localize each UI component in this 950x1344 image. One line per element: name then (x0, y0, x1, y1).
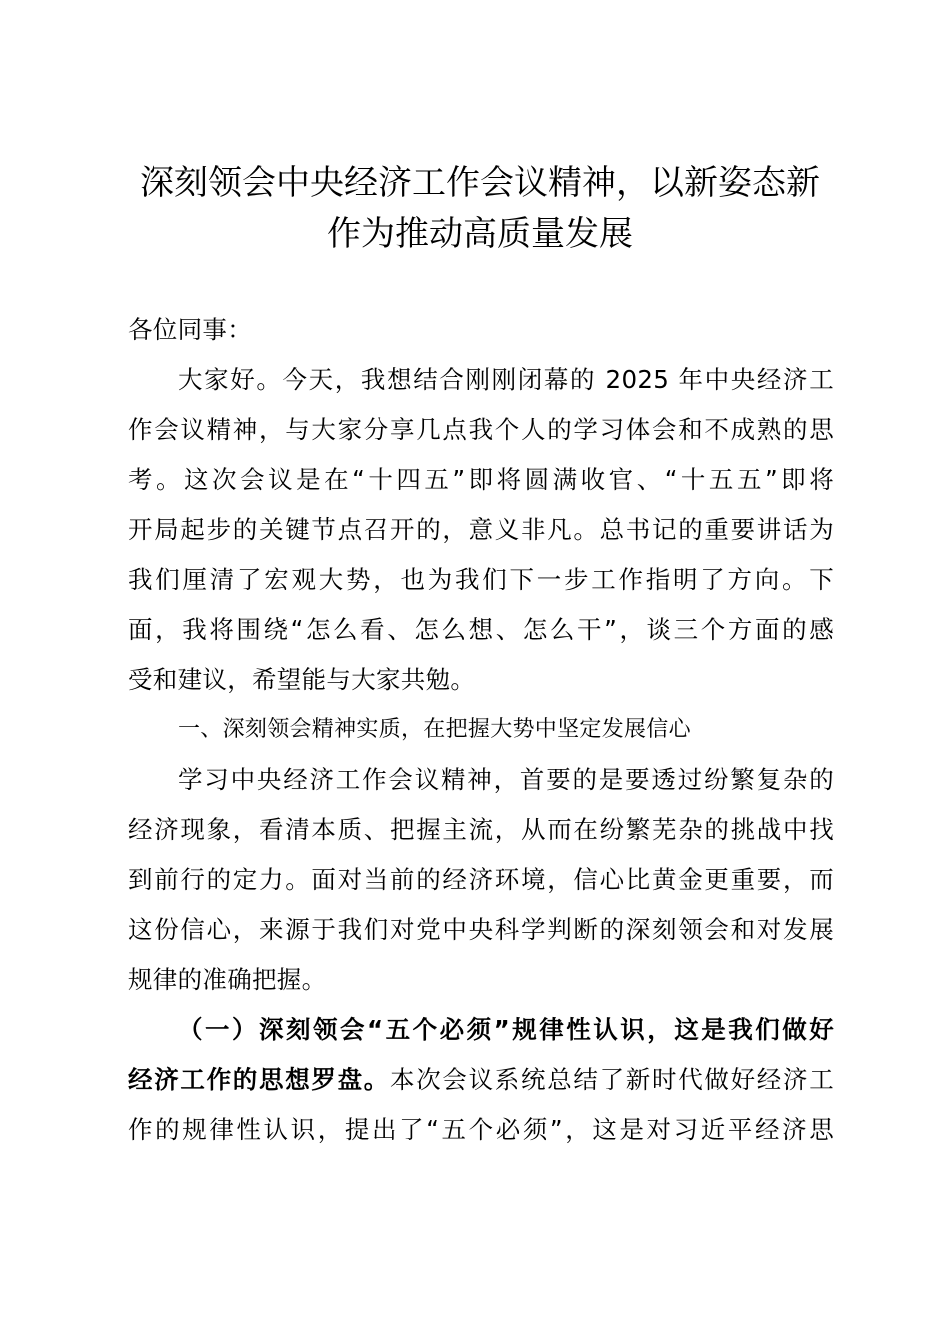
paragraph-text: 本次会议系统总结了新时代做好经济工 (390, 1065, 834, 1094)
paragraph-intro (128, 355, 834, 705)
paragraph-line: 作的规律性认识，提出了“五个必须”，这是对习近平经济思 (128, 1115, 834, 1144)
paragraph-subsection1 (128, 1005, 834, 1155)
paragraph-line (128, 1055, 834, 1105)
document-body (128, 305, 834, 1155)
paragraph-line: 到前行的定力。面对当前的经济环境，信心比黄金更重要，而 (128, 865, 834, 894)
paragraph-line: 这份信心，来源于我们对党中央科学判断的深刻领会和对发展 (128, 915, 834, 944)
title-line: 作为推动高质量发展 (327, 214, 633, 254)
section-heading-1: 一、深刻领会精神实质，在把握大势中坚定发展信心 (178, 717, 691, 742)
paragraph-line: 受和建议，希望能与大家共勉。 (128, 665, 476, 694)
paragraph-line: 我们厘清了宏观大势，也为我们下一步工作指明了方向。下 (128, 565, 834, 594)
paragraph-line: 经济现象，看清本质、把握主流，从而在纷繁芜杂的挑战中找 (128, 815, 834, 844)
paragraph-line: 作会议精神，与大家分享几点我个人的学习体会和不成熟的思 (128, 415, 834, 444)
document-title (110, 158, 850, 260)
paragraph-line: 学习中央经济工作会议精神，首要的是要透过纷繁复杂的 (178, 765, 834, 794)
salutation: 各位同事： (128, 315, 252, 344)
paragraph-line: 考。这次会议是在“十四五”即将圆满收官、“十五五”即将 (128, 465, 834, 494)
paragraph-line: 开局起步的关键节点召开的，意义非凡。总书记的重要讲话为 (128, 515, 834, 544)
subsection-heading: （一）深刻领会“五个必须”规律性认识，这是我们做好 (178, 1015, 834, 1044)
subsection-heading-cont: 经济工作的思想罗盘。 (128, 1065, 390, 1094)
title-line: 深刻领会中央经济工作会议精神，以新姿态新 (140, 163, 820, 203)
paragraph-line: 规律的准确把握。 (128, 965, 327, 994)
paragraph-section1 (128, 755, 834, 1005)
paragraph-line: 大家好。今天，我想结合刚刚闭幕的 2025 年中央经济工 (178, 365, 834, 394)
paragraph-line: 面，我将围绕“怎么看、怎么想、怎么干”，谈三个方面的感 (128, 615, 834, 644)
